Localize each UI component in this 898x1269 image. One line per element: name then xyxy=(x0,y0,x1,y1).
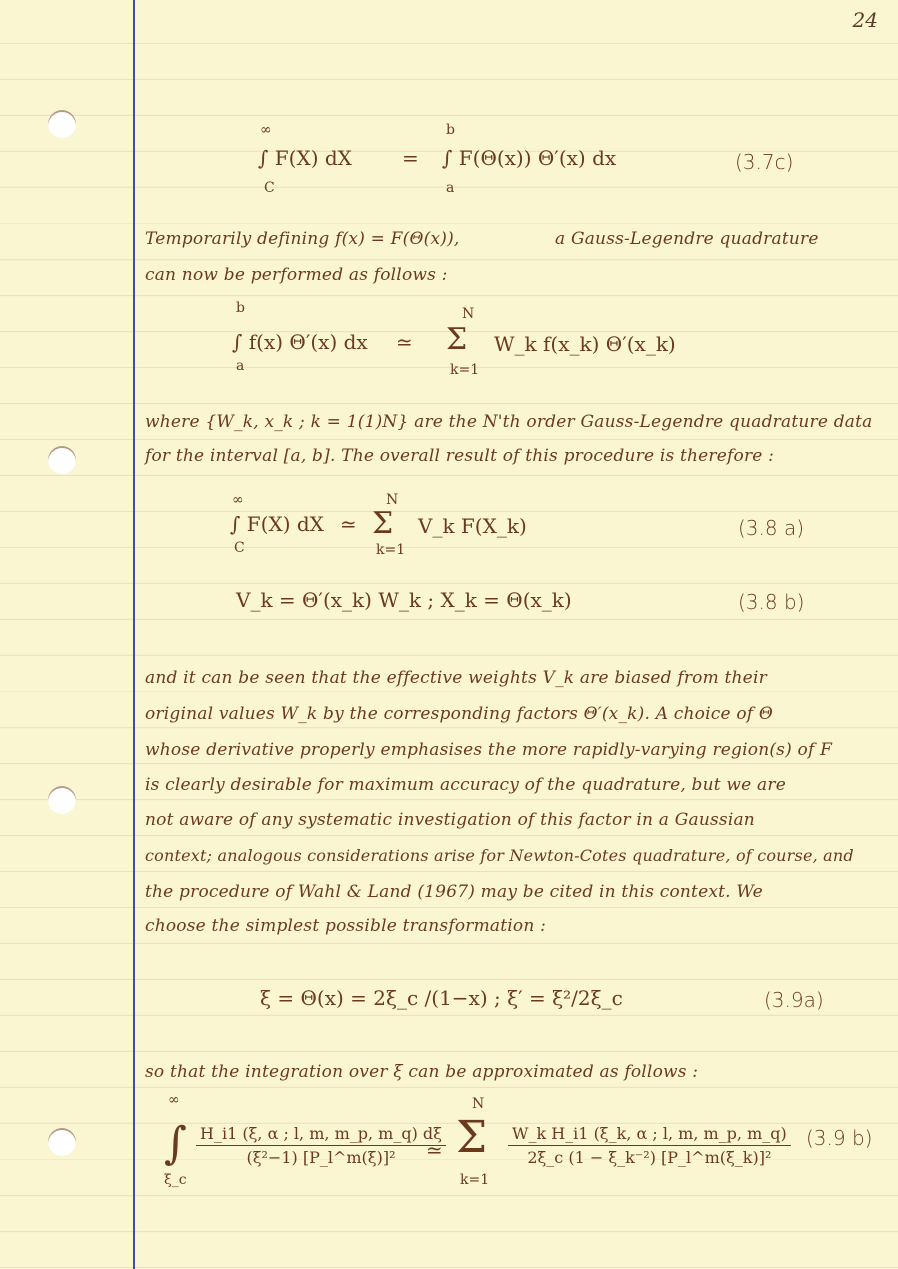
sum-sign: Σ xyxy=(372,506,394,541)
text-line: is clearly desirable for maximum accuracy of the quadrature, but we are xyxy=(145,775,786,795)
equation-rhs: W_k f(x_k) Θ′(x_k) xyxy=(494,332,676,356)
lower-limit: a xyxy=(446,180,455,196)
equation-lhs: ∫ F(X) dX xyxy=(230,512,324,536)
text-line: for the interval [a, b]. The overall result of this procedure is therefore : xyxy=(145,446,775,466)
sum-upper: N xyxy=(386,492,399,508)
upper-limit: b xyxy=(236,300,245,316)
sum-lower: k=1 xyxy=(376,542,406,558)
sum-sign: Σ xyxy=(456,1112,488,1163)
equation-lhs: ∫ f(x) Θ′(x) dx xyxy=(232,330,368,354)
rhs-fraction xyxy=(508,1124,791,1167)
upper-limit: ∞ xyxy=(168,1092,180,1108)
lower-limit: C xyxy=(264,180,275,196)
text-line: can now be performed as follows : xyxy=(145,265,448,285)
text-line: Temporarily defining f(x) = F(Θ(x)), xyxy=(145,229,460,249)
rhs-denominator: 2ξ_c (1 − ξ_k⁻²) [P_l^m(ξ_k)]² xyxy=(527,1148,772,1167)
text-line: context; analogous considerations arise for Newton-Cotes quadrature, of course, and xyxy=(145,846,854,865)
sum-upper: N xyxy=(462,306,475,322)
text-line: choose the simplest possible transformation : xyxy=(145,916,547,936)
lhs-denominator: (ξ²−1) [P_l^m(ξ)]² xyxy=(246,1148,396,1167)
page-number: 24 xyxy=(852,8,878,32)
equation-relation: ≃ xyxy=(396,330,413,354)
equation-relation: ≃ xyxy=(426,1138,443,1162)
equation-label: (3.9 b) xyxy=(806,1126,873,1150)
lhs-numerator: H_i1 (ξ, α ; l, m, m_p, m_q) dξ xyxy=(196,1124,446,1146)
sum-upper: N xyxy=(472,1096,485,1112)
lower-limit: C xyxy=(234,540,245,556)
equation-label: (3.8 a) xyxy=(738,516,805,540)
punch-hole xyxy=(48,1128,76,1156)
text-line: and it can be seen that the effective weights V_k are biased from their xyxy=(145,668,767,688)
margin-line xyxy=(133,0,135,1269)
text-line: original values W_k by the corresponding factors Θ′(x_k). A choice of Θ xyxy=(145,704,773,724)
equation-lhs: ∫ F(X) dX xyxy=(258,146,352,170)
upper-limit: ∞ xyxy=(232,492,244,508)
equation-relation: ≃ xyxy=(340,512,357,536)
equation-body: V_k = Θ′(x_k) W_k ; X_k = Θ(x_k) xyxy=(236,588,572,612)
punch-hole xyxy=(48,446,76,474)
equation-body: ξ = Θ(x) = 2ξ_c /(1−x) ; ξ′ = ξ²/2ξ_c xyxy=(260,986,623,1010)
text-line: whose derivative properly emphasises the more rapidly-varying region(s) of F xyxy=(145,740,833,760)
sum-sign: Σ xyxy=(446,322,468,357)
sum-lower: k=1 xyxy=(450,362,480,378)
equation-label: (3.8 b) xyxy=(738,590,805,614)
equation-rhs: ∫ F(Θ(x)) Θ′(x) dx xyxy=(442,146,617,170)
text-line: so that the integration over ξ can be approximated as follows : xyxy=(145,1062,699,1082)
lower-limit: ξ_c xyxy=(164,1172,187,1188)
text-line: not aware of any systematic investigation of this factor in a Gaussian xyxy=(145,810,755,830)
text-line: where {W_k, x_k ; k = 1(1)N} are the N'th order Gauss-Legendre quadrature data xyxy=(145,412,873,432)
punch-hole xyxy=(48,110,76,138)
text-line: a Gauss-Legendre quadrature xyxy=(555,229,819,249)
equation-rhs: V_k F(X_k) xyxy=(418,514,527,538)
upper-limit: ∞ xyxy=(260,122,272,138)
sum-lower: k=1 xyxy=(460,1172,490,1188)
lhs-fraction xyxy=(196,1124,446,1167)
punch-hole xyxy=(48,786,76,814)
equation-relation: = xyxy=(402,146,419,170)
upper-limit: b xyxy=(446,122,455,138)
lower-limit: a xyxy=(236,358,245,374)
integral-sign: ∫ xyxy=(164,1118,187,1169)
rhs-numerator: W_k H_i1 (ξ_k, α ; l, m, m_p, m_q) xyxy=(508,1124,791,1146)
equation-label: (3.9a) xyxy=(764,988,824,1012)
equation-label: (3.7c) xyxy=(735,150,794,174)
text-line: the procedure of Wahl & Land (1967) may be cited in this context. We xyxy=(145,882,763,902)
